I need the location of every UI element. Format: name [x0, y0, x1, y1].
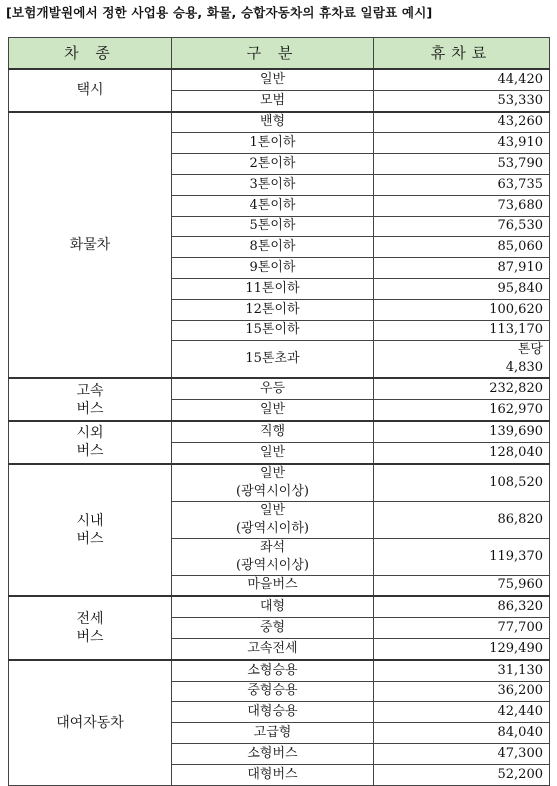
table-row [9, 378, 550, 399]
rental-fee-table [8, 37, 550, 786]
row-label [172, 538, 374, 575]
row-fee: 119,370 [374, 538, 550, 575]
row-label-line1: 좌석 [259, 539, 286, 555]
row-fee: 108,520 [374, 464, 550, 502]
row-label: 대형승용 [172, 702, 374, 723]
row-label: 일반 [172, 69, 374, 90]
row-label: 15톤이하 [172, 320, 374, 341]
group-name-line1: 전세 [76, 611, 104, 628]
row-fee: 129,490 [374, 638, 550, 659]
row-label: 우등 [172, 378, 374, 399]
row-fee: 73,680 [374, 195, 550, 216]
fee-unit: 톤당 [517, 342, 543, 358]
row-fee: 53,330 [374, 90, 550, 111]
row-fee [374, 341, 550, 379]
group-name-line2: 버스 [76, 629, 104, 646]
row-label: 마을버스 [172, 575, 374, 596]
row-label-line1: 일반 [259, 502, 286, 518]
table-row [9, 421, 550, 442]
row-label [172, 501, 374, 538]
header-fee: 휴차료 [374, 38, 550, 70]
row-fee: 44,420 [374, 69, 550, 90]
row-label: 4톤이하 [172, 195, 374, 216]
row-fee: 232,820 [374, 378, 550, 399]
row-fee: 53,790 [374, 154, 550, 175]
row-fee: 86,820 [374, 501, 550, 538]
header-category: 구 분 [172, 38, 374, 70]
row-label: 8톤이하 [172, 237, 374, 258]
row-label-line1: 일반 [259, 465, 286, 481]
row-label: 소형승용 [172, 660, 374, 681]
table-header-row [9, 38, 550, 70]
document-title: [보험개발원에서 정한 사업용 승용, 화물, 승합자동차의 휴차료 일람표 예시] [6, 5, 433, 20]
row-fee: 85,060 [374, 237, 550, 258]
group-name-line1: 고속 [76, 382, 104, 399]
row-label: 일반 [172, 442, 374, 463]
row-label-line2: (광역시이상) [236, 557, 309, 573]
row-label: 15톤초과 [172, 341, 374, 379]
row-label: 3톤이하 [172, 174, 374, 195]
row-fee: 31,130 [374, 660, 550, 681]
group-name-line2: 버스 [76, 400, 104, 417]
row-label: 11톤이하 [172, 278, 374, 299]
row-fee: 63,735 [374, 174, 550, 195]
table-row [9, 596, 550, 617]
group-name-line1: 시내 [76, 512, 104, 529]
row-fee: 47,300 [374, 743, 550, 764]
row-label: 중형승용 [172, 681, 374, 702]
row-label: 대형버스 [172, 764, 374, 785]
row-label: 1톤이하 [172, 133, 374, 154]
row-fee: 128,040 [374, 442, 550, 463]
group-express-bus [9, 378, 172, 421]
row-fee: 86,320 [374, 596, 550, 617]
row-fee: 43,260 [374, 112, 550, 133]
row-label: 직행 [172, 421, 374, 442]
row-label [172, 464, 374, 502]
row-fee: 95,840 [374, 278, 550, 299]
row-fee: 113,170 [374, 320, 550, 341]
row-label: 5톤이하 [172, 216, 374, 237]
row-label: 밴형 [172, 112, 374, 133]
row-fee: 87,910 [374, 258, 550, 279]
row-fee: 77,700 [374, 618, 550, 639]
row-label: 소형버스 [172, 743, 374, 764]
group-city-bus [9, 464, 172, 597]
group-charter-bus [9, 596, 172, 659]
row-fee: 43,910 [374, 133, 550, 154]
row-fee: 76,530 [374, 216, 550, 237]
row-fee: 100,620 [374, 299, 550, 320]
group-name-line1: 시외 [76, 425, 104, 442]
group-rental-car: 대여자동차 [9, 660, 172, 785]
row-label-line2: (광역시이상) [236, 483, 309, 499]
row-fee: 42,440 [374, 702, 550, 723]
header-vehicle-type: 차 종 [9, 38, 172, 70]
row-label: 대형 [172, 596, 374, 617]
row-label: 9톤이하 [172, 258, 374, 279]
row-fee: 36,200 [374, 681, 550, 702]
row-fee: 52,200 [374, 764, 550, 785]
row-label: 12톤이하 [172, 299, 374, 320]
group-name-line2: 버스 [76, 530, 104, 547]
row-label: 고급형 [172, 723, 374, 744]
row-fee: 75,960 [374, 575, 550, 596]
group-truck: 화물차 [9, 112, 172, 379]
table-row [9, 112, 550, 133]
row-label: 고속전세 [172, 638, 374, 659]
table-row [9, 69, 550, 90]
row-fee: 84,040 [374, 723, 550, 744]
group-name-line2: 버스 [76, 443, 104, 460]
table-row [9, 660, 550, 681]
row-label: 2톤이하 [172, 154, 374, 175]
row-label: 일반 [172, 400, 374, 421]
row-label-line2: (광역시이하) [236, 520, 309, 536]
row-fee: 162,970 [374, 400, 550, 421]
row-label: 모범 [172, 90, 374, 111]
table-row [9, 464, 550, 502]
row-fee: 139,690 [374, 421, 550, 442]
group-taxi: 택시 [9, 69, 172, 112]
row-label: 중형 [172, 618, 374, 639]
group-intercity-bus [9, 421, 172, 464]
fee-value: 4,830 [505, 360, 543, 376]
